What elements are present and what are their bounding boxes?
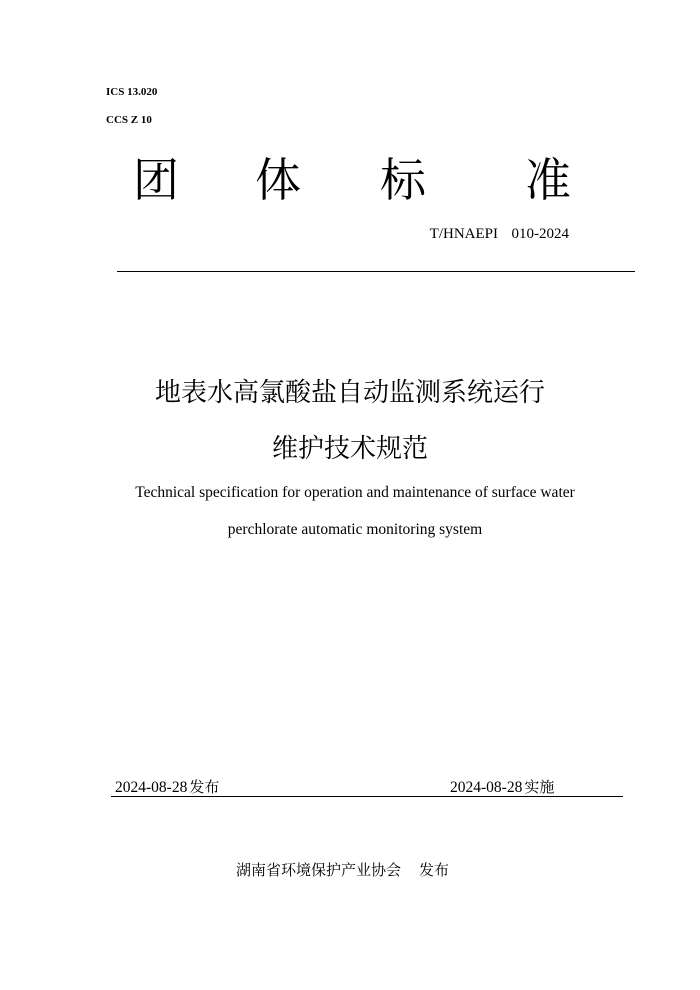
issue-date-value: 2024-08-28 xyxy=(115,779,188,796)
ics-code: ICS 13.020 xyxy=(106,86,158,98)
doc-type-char: 标 xyxy=(380,153,426,207)
english-title-line-2: perchlorate automatic monitoring system xyxy=(227,521,483,538)
doc-type-char: 团 xyxy=(133,153,179,207)
chinese-title-line-2: 维护技术规范 xyxy=(271,434,428,464)
publisher-line xyxy=(236,860,449,880)
publisher-name: 湖南省环境保护产业协会 xyxy=(236,861,402,879)
date-divider xyxy=(111,796,623,797)
english-title-line-1: Technical specification for operation and maintenance of surface water xyxy=(135,484,575,501)
issue-date-label: 发布 xyxy=(189,778,220,796)
publish-label: 发布 xyxy=(419,861,450,879)
implementation-date-value: 2024-08-28 xyxy=(450,779,523,796)
header-divider xyxy=(117,271,635,272)
standard-number: T/HNAEPI 010-2024 xyxy=(429,226,569,242)
ccs-code: CCS Z 10 xyxy=(106,114,152,126)
implementation-date-label: 实施 xyxy=(524,778,555,796)
implementation-date xyxy=(450,777,554,798)
issue-date xyxy=(115,777,219,798)
doc-type-char: 体 xyxy=(255,153,301,207)
chinese-title-line-1: 地表水高氯酸盐自动监测系统运行 xyxy=(154,378,545,408)
doc-type-char: 准 xyxy=(525,153,571,207)
